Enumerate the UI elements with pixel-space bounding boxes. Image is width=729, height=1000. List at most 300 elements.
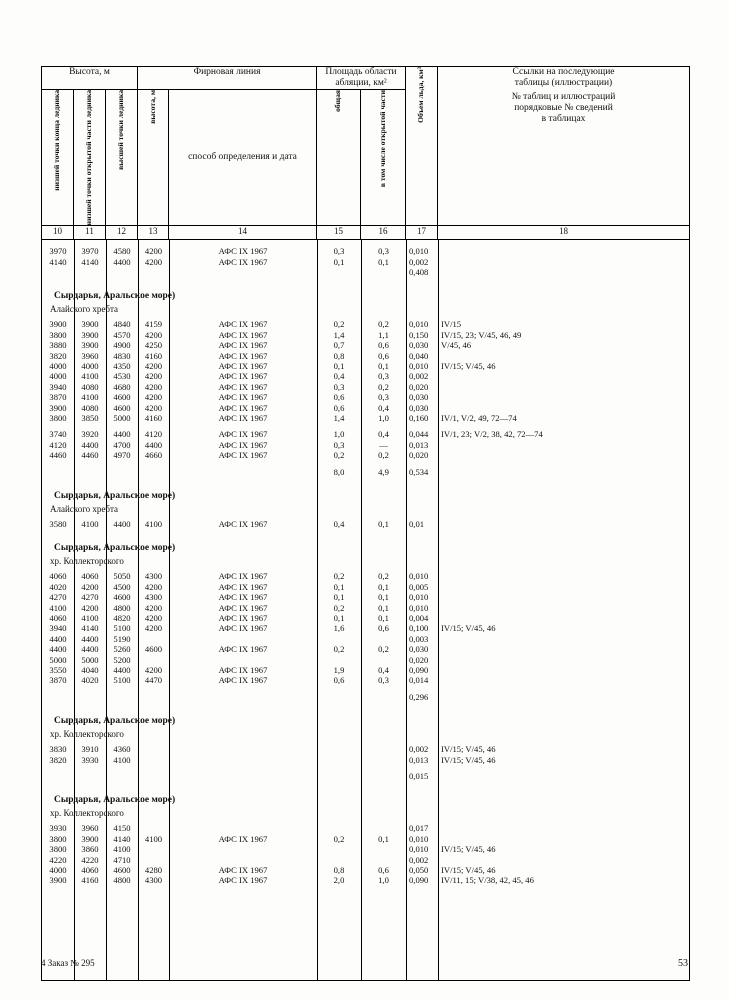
cell-c12: 4800 <box>113 875 131 886</box>
cell-c12: 4570 <box>113 329 131 340</box>
cell-c12: 4820 <box>113 612 131 623</box>
cell-c13: 4200 <box>144 581 163 592</box>
table-body-cell <box>42 240 690 981</box>
header-height-group: Высота, м <box>42 67 138 90</box>
colnum-17: 17 <box>406 226 438 240</box>
cell-c10: 3830 <box>49 744 67 755</box>
table-body-row <box>42 240 690 981</box>
table-row <box>42 382 689 392</box>
cell-c14: АФС IX 1967 <box>218 429 268 440</box>
cell-c11: 4100 <box>81 392 99 403</box>
cell-c17: 0,010 <box>409 592 429 603</box>
cell-c15: 2,0 <box>333 875 345 886</box>
cell-c17: 0,013 <box>409 754 429 765</box>
cell-c11: 4160 <box>81 875 99 886</box>
cell-c11: 4080 <box>81 381 99 392</box>
cell-c16: 0,4 <box>378 664 389 675</box>
cell-c17: 0,040 <box>409 350 429 361</box>
cell-c15: 0,2 <box>333 450 345 461</box>
cell-c12: 5050 <box>113 571 131 582</box>
cell-c13: 4100 <box>144 518 163 529</box>
cell-c11: 3900 <box>81 833 99 844</box>
cell-c15: 0,6 <box>333 402 345 413</box>
cell-c16: 0,4 <box>378 402 389 413</box>
cell-c10: 4120 <box>49 439 67 450</box>
refs-line5: в таблицах <box>541 113 586 124</box>
cell-c13: 4660 <box>144 450 163 461</box>
cell-c11: 4220 <box>81 854 99 865</box>
cell-c12: 4100 <box>113 844 131 855</box>
cell-c12: 4400 <box>113 256 131 267</box>
cell-c10: 3930 <box>49 823 67 834</box>
cell-c11: 3970 <box>81 246 99 257</box>
cell-c18: V/45, 46 <box>441 340 472 351</box>
cell-c16: 0,3 <box>378 246 389 257</box>
cell-c15: 0,1 <box>333 592 345 603</box>
cell-c17: 0,160 <box>409 412 429 423</box>
cell-c15: 1,9 <box>333 664 345 675</box>
table-row <box>42 403 689 413</box>
cell-c13: 4280 <box>144 864 163 875</box>
cell-c17: 0,010 <box>409 319 429 330</box>
cell-c13: 4400 <box>144 439 163 450</box>
refs-line3: № таблиц и иллюстраций <box>511 91 616 102</box>
cell-c17: 0,010 <box>409 844 429 855</box>
table-row <box>42 675 689 685</box>
cell-c14: АФС IX 1967 <box>218 612 268 623</box>
cell-c15: 0,6 <box>333 675 345 686</box>
table-row <box>42 429 689 439</box>
cell-c12: 5260 <box>113 644 131 655</box>
cell-c11: 4100 <box>81 612 99 623</box>
cell-c12: 4150 <box>113 823 131 834</box>
cell-c13: 4300 <box>144 571 163 582</box>
cell-c16: 0,2 <box>378 319 389 330</box>
cell-c12: 5190 <box>113 633 131 644</box>
cell-c10: 3820 <box>49 350 67 361</box>
cell-c10: 3940 <box>49 623 67 634</box>
cell-c12: 5100 <box>113 675 131 686</box>
cell-c11: 4400 <box>81 633 99 644</box>
cell-c14: АФС IX 1967 <box>218 664 268 675</box>
cell-c10: 4000 <box>49 371 67 382</box>
cell-c17: 0,017 <box>409 823 429 834</box>
cell-c14: АФС IX 1967 <box>218 581 268 592</box>
header-abl-open: в том числе открытой части <box>361 89 406 225</box>
cell-c15: 0,1 <box>333 360 345 371</box>
cell-c14: АФС IX 1967 <box>218 246 268 257</box>
cell-c14: АФС IX 1967 <box>218 402 268 413</box>
cell-c17: 0,150 <box>409 329 429 340</box>
cell-c12: 4800 <box>113 602 131 613</box>
cell-c13: 4200 <box>144 602 163 613</box>
table-row <box>42 865 689 875</box>
table-row <box>42 519 689 529</box>
table-row <box>42 413 689 423</box>
cell-c10: 3900 <box>49 402 67 413</box>
header-firn-group: Фирновая линия <box>138 67 317 90</box>
cell-c16: 0,2 <box>378 381 389 392</box>
cell-c10: 4400 <box>49 633 67 644</box>
cell-c17: 0,030 <box>409 402 429 413</box>
table-row <box>42 246 689 256</box>
cell-c17: 0,090 <box>409 875 429 886</box>
cell-c17: 0,005 <box>409 581 429 592</box>
cell-c16: 0,6 <box>378 340 389 351</box>
glacier-catalog-table <box>41 66 690 981</box>
cell-c17: 0,013 <box>409 439 429 450</box>
header-ablation-group: Площадь области абляции, км² <box>317 67 406 90</box>
cell-c12: 4840 <box>113 319 131 330</box>
cell-c12: 4700 <box>113 439 131 450</box>
cell-c14: АФС IX 1967 <box>218 371 268 382</box>
footer-order: 4 Заказ № 295 <box>41 958 95 968</box>
cell-c15: 0,6 <box>333 392 345 403</box>
cell-c18: IV/15, 23; V/45, 46, 49 <box>441 329 522 340</box>
cell-c17: 0,030 <box>409 340 429 351</box>
page-number: 53 <box>678 958 688 969</box>
basin-title: Сырдарья, Аральское море) <box>54 490 176 501</box>
basin-title: Сырдарья, Аральское море) <box>54 543 176 554</box>
cell-c11: 3850 <box>81 412 99 423</box>
cell-c14: АФС IX 1967 <box>218 340 268 351</box>
cell-c16: 0,3 <box>378 675 389 686</box>
cell-c15: 1,4 <box>333 412 345 423</box>
cell-c14: АФС IX 1967 <box>218 864 268 875</box>
basin-title: Сырдарья, Аральское море) <box>54 291 176 302</box>
cell-c10: 3800 <box>49 833 67 844</box>
cell-c14: АФС IX 1967 <box>218 329 268 340</box>
colnum-18: 18 <box>438 226 690 240</box>
cell-c11: 3900 <box>81 319 99 330</box>
cell-c13: 4200 <box>144 664 163 675</box>
cell-c16: 0,6 <box>378 350 389 361</box>
cell-c12: 4530 <box>113 371 131 382</box>
cell-c10: 4140 <box>49 256 67 267</box>
table-row <box>42 319 689 329</box>
cell-c11: 4270 <box>81 592 99 603</box>
cell-c12: 4500 <box>113 581 131 592</box>
cell-c10: 4220 <box>49 854 67 865</box>
table-row <box>42 665 689 675</box>
cell-c15: 1,4 <box>333 329 345 340</box>
cell-c13: 4200 <box>144 402 163 413</box>
cell-c17: 0,002 <box>409 371 429 382</box>
header-references <box>438 67 690 226</box>
cell-c12: 4970 <box>113 450 131 461</box>
table-row <box>42 844 689 854</box>
table-row <box>42 571 689 581</box>
cell-c15: 0,4 <box>333 518 345 529</box>
cell-c10: 4000 <box>49 360 67 371</box>
header-firn-method: способ определения и дата <box>169 89 317 225</box>
cell-c14: АФС IX 1967 <box>218 450 268 461</box>
cell-c17: 0,100 <box>409 623 429 634</box>
cell-c15: 0,1 <box>333 581 345 592</box>
cell-c14: АФС IX 1967 <box>218 571 268 582</box>
cell-c18: IV/15; V/45, 46 <box>441 864 496 875</box>
basin-title: Сырдарья, Аральское море) <box>54 716 176 727</box>
cell-c13: 4200 <box>144 612 163 623</box>
table-body-area <box>42 240 689 980</box>
cell-c13: 4300 <box>144 592 163 603</box>
cell-c10: 3580 <box>49 518 67 529</box>
cell-c17: 0,010 <box>409 602 429 613</box>
cell-c13: 4200 <box>144 392 163 403</box>
cell-c18: IV/1, 23; V/2, 38, 42, 72—74 <box>441 429 543 440</box>
cell-c17: 0,050 <box>409 864 429 875</box>
cell-c14: АФС IX 1967 <box>218 675 268 686</box>
cell-c12: 4600 <box>113 592 131 603</box>
table-row <box>42 623 689 633</box>
cell-c17: 0,534 <box>409 466 429 477</box>
cell-c17: 0,003 <box>409 633 429 644</box>
table-row <box>42 855 689 865</box>
cell-c11: 3910 <box>81 744 99 755</box>
cell-c11: 4200 <box>81 602 99 613</box>
cell-c14: АФС IX 1967 <box>218 833 268 844</box>
cell-c10: 4020 <box>49 581 67 592</box>
cell-c11: 3930 <box>81 754 99 765</box>
cell-c17: 0,020 <box>409 381 429 392</box>
cell-c16: 0,1 <box>378 360 389 371</box>
cell-c14: АФС IX 1967 <box>218 623 268 634</box>
cell-c17: 0,002 <box>409 256 429 267</box>
ridge-subtitle: хр. Коллекторского <box>50 808 124 819</box>
cell-c16: 0,2 <box>378 571 389 582</box>
table-sheet <box>41 66 689 981</box>
basin-title: Сырдарья, Аральское море) <box>54 795 176 806</box>
cell-c13: 4200 <box>144 360 163 371</box>
cell-c15: 0,2 <box>333 833 345 844</box>
cell-c15: 0,2 <box>333 571 345 582</box>
cell-c11: 3920 <box>81 429 99 440</box>
cell-c10: 4270 <box>49 592 67 603</box>
cell-c16: 0,1 <box>378 612 389 623</box>
cell-c10: 3870 <box>49 675 67 686</box>
cell-c15: 0,3 <box>333 439 345 450</box>
cell-c10: 3820 <box>49 754 67 765</box>
cell-c12: 4400 <box>113 664 131 675</box>
cell-c16: 1,0 <box>378 875 389 886</box>
cell-c14: АФС IX 1967 <box>218 381 268 392</box>
cell-c17: 0,014 <box>409 675 429 686</box>
cell-c16: 0,1 <box>378 833 389 844</box>
cell-c10: 3800 <box>49 412 67 423</box>
header-lower-tongue: низшей точки конца ледника <box>42 89 74 225</box>
header-row-groups <box>42 67 690 90</box>
cell-c18: IV/15; V/45, 46 <box>441 744 496 755</box>
cell-c14: АФС IX 1967 <box>218 392 268 403</box>
cell-c11: 4000 <box>81 360 99 371</box>
table-row <box>42 371 689 381</box>
cell-c15: 0,2 <box>333 644 345 655</box>
cell-c10: 3940 <box>49 381 67 392</box>
table-row <box>42 592 689 602</box>
refs-line1: Ссылки на последующие <box>512 67 615 77</box>
cell-c10: 4060 <box>49 571 67 582</box>
cell-c15: 0,7 <box>333 340 345 351</box>
cell-c11: 4100 <box>81 518 99 529</box>
cell-c14: АФС IX 1967 <box>218 875 268 886</box>
cell-c16: 0,2 <box>378 450 389 461</box>
cell-c11: 4460 <box>81 450 99 461</box>
cell-c11: 3960 <box>81 823 99 834</box>
cell-c13: 4200 <box>144 381 163 392</box>
cell-c12: 4360 <box>113 744 131 755</box>
table-row <box>42 330 689 340</box>
cell-c10: 4460 <box>49 450 67 461</box>
cell-c17: 0,296 <box>409 691 429 702</box>
table-row <box>42 440 689 450</box>
cell-c17: 0,010 <box>409 833 429 844</box>
header-ice-volume: Объем льда, км³ <box>406 67 438 226</box>
cell-c16: 0,1 <box>378 518 389 529</box>
cell-c12: 4830 <box>113 350 131 361</box>
cell-c15: 0,8 <box>333 864 345 875</box>
cell-c12: 5000 <box>113 412 131 423</box>
table-row <box>42 582 689 592</box>
cell-c11: 4200 <box>81 581 99 592</box>
cell-c10: 3900 <box>49 875 67 886</box>
cell-c15: 0,8 <box>333 350 345 361</box>
cell-c18: IV/15; V/45, 46 <box>441 623 496 634</box>
ridge-subtitle: хр. Коллекторского <box>50 556 124 567</box>
table-row <box>42 875 689 885</box>
cell-c16: 0,4 <box>378 429 389 440</box>
cell-c11: 4140 <box>81 623 99 634</box>
cell-c16: 0,6 <box>378 864 389 875</box>
table-row <box>42 351 689 361</box>
colnum-15: 15 <box>317 226 361 240</box>
cell-c14: АФС IX 1967 <box>218 412 268 423</box>
cell-c10: 3800 <box>49 844 67 855</box>
table-row <box>42 257 689 267</box>
cell-c17: 0,090 <box>409 664 429 675</box>
cell-c14: АФС IX 1967 <box>218 439 268 450</box>
cell-c10: 3550 <box>49 664 67 675</box>
cell-c10: 3900 <box>49 319 67 330</box>
cell-c12: 4600 <box>113 864 131 875</box>
colnum-13: 13 <box>138 226 169 240</box>
table-row <box>42 340 689 350</box>
cell-c11: 4140 <box>81 256 99 267</box>
cell-c13: 4120 <box>144 429 163 440</box>
cell-c18: IV/15; V/45, 46 <box>441 754 496 765</box>
cell-c14: АФС IX 1967 <box>218 256 268 267</box>
table-row <box>42 823 689 833</box>
cell-c16: 0,2 <box>378 644 389 655</box>
cell-c11: 3900 <box>81 329 99 340</box>
cell-c16: 0,1 <box>378 592 389 603</box>
cell-c12: 4350 <box>113 360 131 371</box>
cell-c13: 4200 <box>144 246 163 257</box>
table-row <box>42 613 689 623</box>
cell-c12: 4400 <box>113 429 131 440</box>
colnum-16: 16 <box>361 226 406 240</box>
cell-c17: 0,020 <box>409 450 429 461</box>
cell-c10: 4060 <box>49 612 67 623</box>
cell-c11: 4060 <box>81 864 99 875</box>
cell-c13: 4200 <box>144 256 163 267</box>
cell-c15: 0,3 <box>333 246 345 257</box>
cell-c12: 4600 <box>113 392 131 403</box>
cell-c17: 0,030 <box>409 392 429 403</box>
cell-c11: 3860 <box>81 844 99 855</box>
table-row <box>42 771 689 781</box>
cell-c13: 4200 <box>144 371 163 382</box>
table-row <box>42 392 689 402</box>
table-row <box>42 655 689 665</box>
cell-c17: 0,004 <box>409 612 429 623</box>
cell-c17: 0,044 <box>409 429 429 440</box>
cell-c15: 0,1 <box>333 612 345 623</box>
cell-c13: 4160 <box>144 350 163 361</box>
cell-c10: 5000 <box>49 654 67 665</box>
table-row <box>42 467 689 477</box>
cell-c15: 0,1 <box>333 256 345 267</box>
cell-c17: 0,002 <box>409 744 429 755</box>
cell-c14: АФС IX 1967 <box>218 319 268 330</box>
cell-c10: 4000 <box>49 864 67 875</box>
cell-c17: 0,010 <box>409 246 429 257</box>
cell-c13: 4100 <box>144 833 163 844</box>
cell-c15: 8,0 <box>333 466 345 477</box>
cell-c14: АФС IX 1967 <box>218 360 268 371</box>
cell-c17: 0,015 <box>409 770 429 781</box>
cell-c11: 4100 <box>81 371 99 382</box>
cell-c15: 0,4 <box>333 371 345 382</box>
cell-c15: 0,2 <box>333 319 345 330</box>
cell-c17: 0,002 <box>409 854 429 865</box>
header-highest-point: высшей точки ледника <box>106 89 138 225</box>
cell-c13: 4470 <box>144 675 163 686</box>
cell-c14: АФС IX 1967 <box>218 602 268 613</box>
table-row <box>42 603 689 613</box>
cell-c10: 4400 <box>49 644 67 655</box>
refs-line2: таблицы (иллюстрации) <box>514 77 613 88</box>
cell-c13: 4300 <box>144 875 163 886</box>
table-row <box>42 644 689 654</box>
cell-c17: 0,408 <box>409 266 429 277</box>
cell-c12: 4900 <box>113 340 131 351</box>
cell-c14: АФС IX 1967 <box>218 518 268 529</box>
table-row <box>42 692 689 702</box>
cell-c18: IV/15; V/45, 46 <box>441 844 496 855</box>
cell-c10: 3880 <box>49 340 67 351</box>
cell-c11: 3900 <box>81 340 99 351</box>
colnum-11: 11 <box>74 226 106 240</box>
cell-c17: 0,01 <box>409 518 425 529</box>
cell-c18: IV/11, 15; V/38, 42, 45, 46 <box>441 875 534 886</box>
cell-c17: 0,010 <box>409 571 429 582</box>
ridge-subtitle: хр. Коллекторского <box>50 729 124 740</box>
cell-c10: 4100 <box>49 602 67 613</box>
cell-c15: 0,2 <box>333 602 345 613</box>
cell-c12: 4580 <box>113 246 131 257</box>
cell-c16: 4,9 <box>378 466 389 477</box>
cell-c14: АФС IX 1967 <box>218 350 268 361</box>
cell-c10: 3740 <box>49 429 67 440</box>
header-lower-open: низшей точки открытой части ледника <box>74 89 106 225</box>
cell-c11: 4060 <box>81 571 99 582</box>
cell-c18: IV/15; V/45, 46 <box>441 360 496 371</box>
cell-c13: 4200 <box>144 623 163 634</box>
cell-c13: 4200 <box>144 329 163 340</box>
cell-c14: АФС IX 1967 <box>218 592 268 603</box>
table-row <box>42 634 689 644</box>
table-row <box>42 361 689 371</box>
